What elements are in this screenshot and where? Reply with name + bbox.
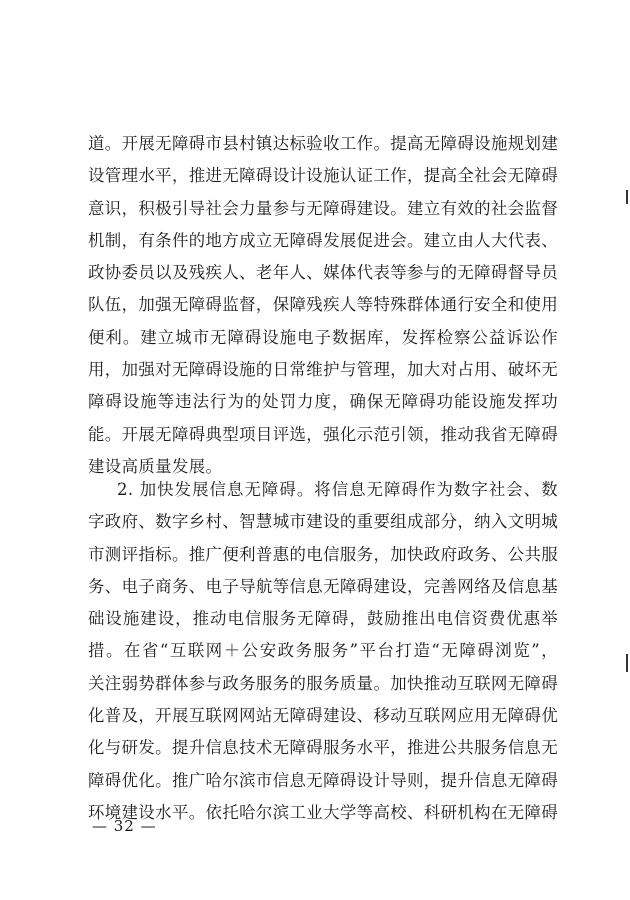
scan-edge-mark [626,654,628,672]
paragraph-2-line: 化与研发。提升信息技术无障碍服务水平，推进公共服务信息无 [88,738,559,758]
paragraph-1-line: 意识，积极引导社会力量参与无障碍建设。建立有效的社会监督 [88,198,559,218]
paragraph-1-line: 设管理水平，推进无障碍设计设施认证工作，提高全社会无障碍 [88,166,559,186]
paragraph-1-line: 用，加强对无障碍设施的日常维护与管理，加大对占用、破坏无 [88,360,559,380]
paragraph-2-line: 市测评指标。推广便利普惠的电信服务，加快政府政务、公共服 [88,544,559,564]
paragraph-1-line: 队伍，加强无障碍监督，保障残疾人等特殊群体通行安全和使用 [88,295,559,315]
paragraph-1-line: 障碍设施等违法行为的处罚力度，确保无障碍功能设施发挥功 [88,392,558,412]
paragraph-1-line: 道。开展无障碍市县村镇达标验收工作。提高无障碍设施规划建 [88,134,559,153]
paragraph-1-line: 便利。建立城市无障碍设施电子数据库，发挥检察公益诉讼作 [88,327,558,347]
scan-edge-mark [626,190,628,204]
paragraph-1-line: 建设高质量发展。 [88,456,223,476]
paragraph-2-line: 障碍优化。推广哈尔滨市信息无障碍设计导则，提升信息无障碍 [88,770,559,790]
paragraph-1-line: 机制，有条件的地方成立无障碍发展促进会。建立由人大代表、 [88,230,559,250]
paragraph-2-line: 关注弱势群体参与政务服务的服务质量。加快推动互联网无障碍 [88,673,559,693]
paragraph-1-line: 能。开展无障碍典型项目评选，强化示范引领，推动我省无障碍 [88,424,559,444]
paragraph-2-line: 环境建设水平。依托哈尔滨工业大学等高校、科研机构在无障碍 [88,802,559,822]
paragraph-2-line: 2. 加快发展信息无障碍。将信息无障碍作为数字社会、数 [117,480,558,499]
paragraph-2-line: 础设施建设，推动电信服务无障碍，鼓励推出电信资费优惠举 [88,609,558,629]
paragraph-2 [88,474,558,829]
paragraph-2-line: 措。在省“互联网＋公安政务服务”平台打造“无障碍浏览”， [88,641,558,661]
paragraph-1 [88,128,558,483]
paragraph-2-line: 化普及，开展互联网网站无障碍建设、移动互联网应用无障碍优 [88,706,559,726]
paragraph-1-line: 政协委员以及残疾人、老年人、媒体代表等参与的无障碍督导员 [88,263,559,283]
page-number: — 32 — [92,817,157,835]
paragraph-2-line: 务、电子商务、电子导航等信息无障碍建设，完善网络及信息基 [88,576,559,596]
paragraph-2-line: 字政府、数字乡村、智慧城市建设的重要组成部分，纳入文明城 [88,512,559,532]
